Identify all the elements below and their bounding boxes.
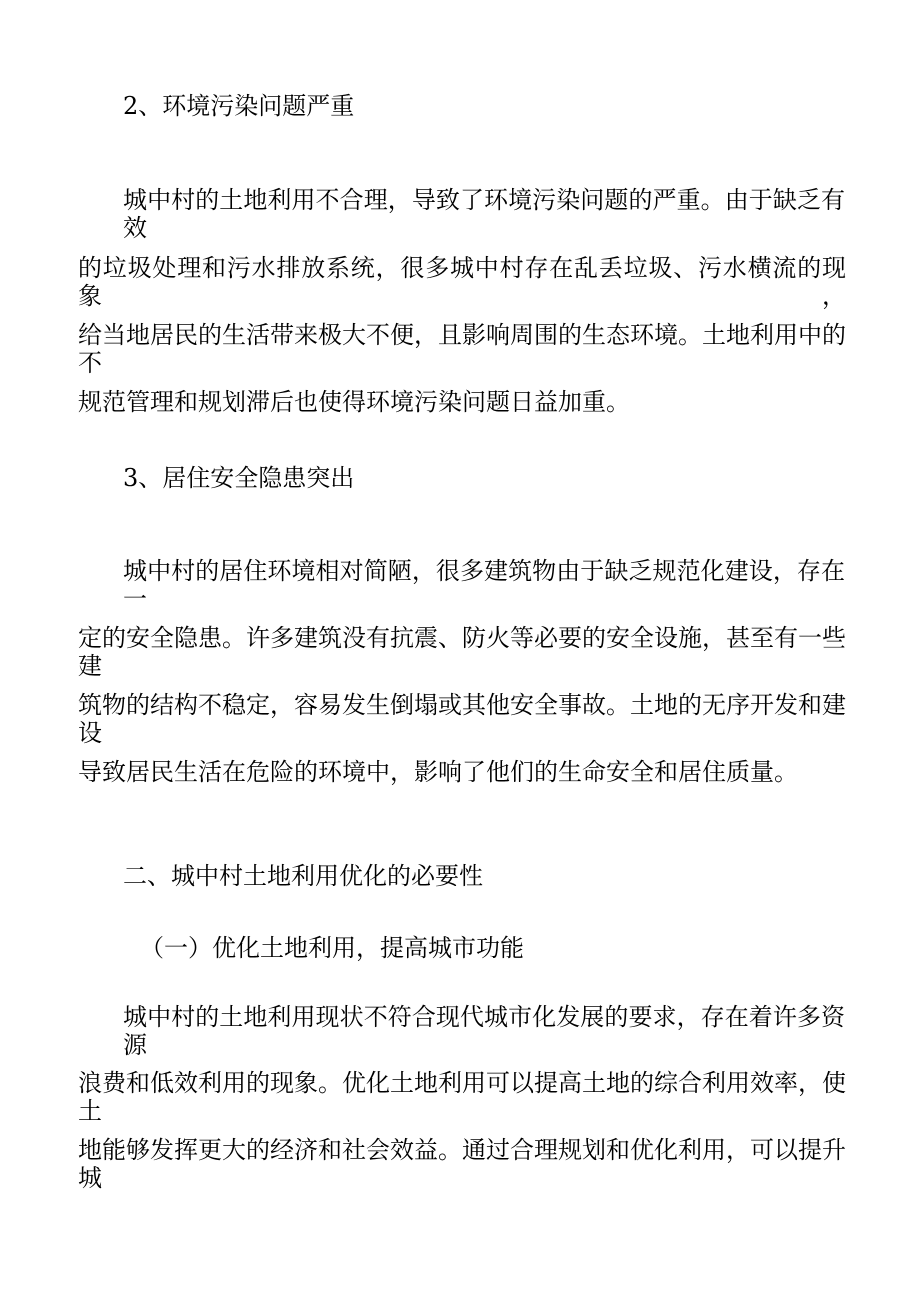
paragraph-line: 城中村的土地利用不合理，导致了环境污染问题的严重。由于缺乏有效 (123, 186, 845, 242)
paragraph-line: 规范管理和规划滞后也使得环境污染问题日益加重。 (78, 388, 630, 416)
subsection-heading-optimize-land-use: （一）优化土地利用，提高城市功能 (140, 934, 524, 962)
chapter-heading-land-use-optimization: 二、城中村土地利用优化的必要性 (123, 862, 483, 890)
paragraph-line: 定的安全隐患。许多建筑没有抗震、防火等必要的安全设施，甚至有一些建 (78, 624, 846, 680)
paragraph-line: 地能够发挥更大的经济和社会效益。通过合理规划和优化利用，可以提升城 (78, 1136, 846, 1192)
section-heading-environmental-pollution: 2、环境污染问题严重 (123, 92, 355, 120)
paragraph-line: 城中村的居住环境相对简陋，很多建筑物由于缺乏规范化建设，存在一 (123, 557, 845, 613)
paragraph-line: 给当地居民的生活带来极大不便，且影响周围的生态环境。土地利用中的不 (78, 321, 846, 377)
paragraph-line: 浪费和低效利用的现象。优化土地利用可以提高土地的综合利用效率，使土 (78, 1069, 846, 1125)
section-heading-housing-safety: 3、居住安全隐患突出 (123, 464, 355, 492)
paragraph-line: 筑物的结构不稳定，容易发生倒塌或其他安全事故。土地的无序开发和建设 (78, 691, 846, 747)
paragraph-line: 城中村的土地利用现状不符合现代城市化发展的要求，存在着许多资源 (123, 1003, 845, 1059)
paragraph-line: 的垃圾处理和污水排放系统，很多城中村存在乱丢垃圾、污水横流的现象， (78, 254, 846, 310)
paragraph-line: 导致居民生活在危险的环境中，影响了他们的生命安全和居住质量。 (78, 758, 798, 786)
